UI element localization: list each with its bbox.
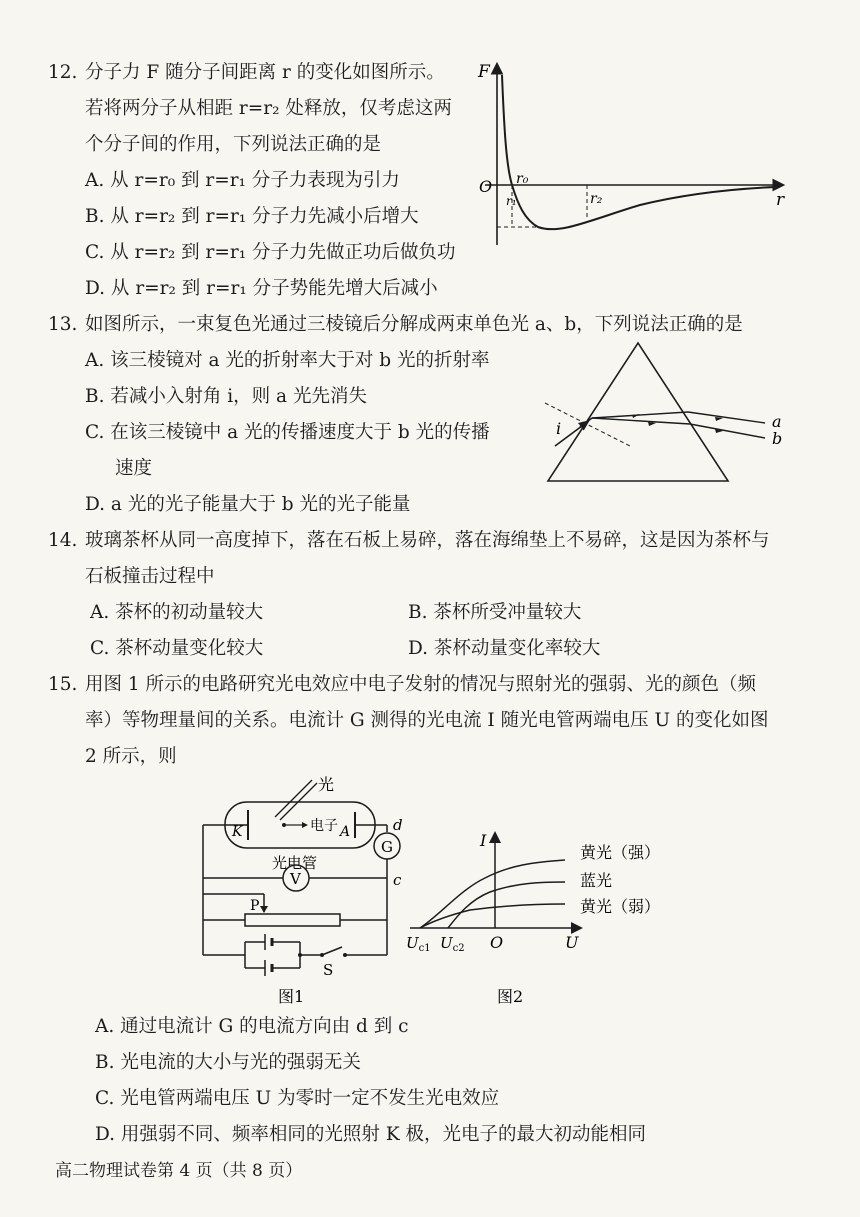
q14-option-c: C. 茶杯动量变化较大 [90,638,264,659]
arrow-a-out [715,417,723,421]
origin-label: O [479,177,493,196]
slider-arrow [260,906,268,913]
q15-option-d: D. 用强弱不同、频率相同的光照射 K 极，光电子的最大初动能相同 [95,1124,647,1145]
fig2-caption: 图2 [497,987,524,1006]
q12-option-b: B. 从 r=r₂ 到 r=r₁ 分子力先减小后增大 [85,206,419,227]
q13-number: 13. [48,314,78,335]
q12-number: 12. [48,62,78,83]
q14-stem-line1: 玻璃茶杯从同一高度掉下，落在石板上易碎，落在海绵垫上不易碎，这是因为茶杯与 [85,530,770,551]
q12-force-graph [470,55,800,255]
uc1-label: $U_{c1}$ [406,934,431,954]
q12-stem-line2: 若将两分子从相距 r=r₂ 处释放，仅考虑这两 [85,98,452,119]
r1-label: r₁ [506,194,517,208]
q14-option-b: B. 茶杯所受冲量较大 [408,602,582,623]
label-blue: 蓝光 [580,871,613,890]
q12-stem-line1: 分子力 F 随分子间距离 r 的变化如图所示。 [85,62,445,83]
label-yellow-weak: 黄光（弱） [580,897,661,916]
light-label: 光 [318,775,335,794]
ray-a-out [688,412,765,423]
curve-blue [448,882,565,928]
q15-number: 15. [48,674,78,695]
q14-stem-line2: 石板撞击过程中 [85,566,215,587]
q14-option-a: A. 茶杯的初动量较大 [90,602,264,623]
page-footer: 高二物理试卷第 4 页（共 8 页） [55,1161,303,1181]
v-label: V [290,870,301,888]
p-label: P [250,898,260,914]
q12-option-a: A. 从 r=r₀ 到 r=r₁ 分子力表现为引力 [85,170,400,191]
curve-yellow-weak [420,904,565,928]
q15-option-c: C. 光电管两端电压 U 为零时一定不发生光电效应 [95,1088,500,1109]
q12-option-c: C. 从 r=r₂ 到 r=r₁ 分子力先做正功后做负功 [85,242,456,263]
q13-option-b: B. 若减小入射角 i，则 a 光先消失 [85,386,367,407]
q13-option-d: D. a 光的光子能量大于 b 光的光子能量 [85,494,411,515]
q14-number: 14. [48,530,78,551]
a-label: A [340,824,351,840]
q14-option-d: D. 茶杯动量变化率较大 [408,638,601,659]
q15-iu-graph [400,820,700,1010]
electron-arrowhead [302,822,308,828]
q12-stem-line3: 个分子间的作用，下列说法正确的是 [85,134,382,155]
ray-a-label: a [772,412,782,431]
arrow-a [632,414,640,418]
light-beam-1 [275,780,312,817]
d-label: d [393,816,403,834]
rheostat [245,914,340,926]
i-axis-label: I [480,831,487,850]
q15-option-a: A. 通过电流计 G 的电流方向由 d 到 c [95,1016,409,1037]
tube-label: 光电管 [272,854,318,872]
q13-option-a: A. 该三棱镜对 a 光的折射率大于对 b 光的折射率 [85,350,490,371]
s-label: S [323,961,334,979]
q13-stem: 如图所示，一束复色光通过三棱镜后分解成两束单色光 a、b，下列说法正确的是 [85,314,743,335]
q15-stem-line1: 用图 1 所示的电路研究光电效应中电子发射的情况与照射光的强弱、光的颜色（频 [85,674,757,695]
electron-dot [282,823,286,827]
electron-label: 电子 [310,818,338,834]
fig1-caption: 图1 [278,987,305,1006]
origin-o-label: O [490,933,504,952]
force-curve [502,75,775,229]
g-label: G [381,838,393,856]
ray-a-inside [592,412,688,418]
prism [548,343,728,481]
q12-option-d: D. 从 r=r₂ 到 r=r₁ 分子势能先增大后减小 [85,278,438,299]
switch-blade [322,947,342,955]
angle-i-label: i [556,419,562,438]
q13-option-c-cont: 速度 [115,458,153,479]
q13-prism-figure [520,338,790,488]
ray-b-inside [592,418,690,424]
u-axis-label: U [565,933,579,952]
r-axis-label: r [776,190,785,210]
uc2-label: $U_{c2}$ [440,934,465,954]
q15-option-b: B. 光电流的大小与光的强弱无关 [95,1052,361,1073]
q15-stem-line2: 率）等物理量间的关系。电流计 G 测得的光电流 I 随光电管两端电压 U 的变化如图 [85,710,769,731]
arrow-b [648,422,656,426]
q15-stem-line3: 2 所示，则 [85,746,177,767]
ray-b-out [690,424,765,438]
q15-circuit-figure [190,770,405,1010]
label-yellow-strong: 黄光（强） [580,843,661,862]
q13-option-c: C. 在该三棱镜中 a 光的传播速度大于 b 光的传播 [85,422,490,443]
k-label: K [232,824,243,840]
r0-label: r₀ [516,171,529,187]
r2-label: r₂ [590,191,603,207]
c-label: c [393,871,402,889]
f-axis-label: F [478,62,490,82]
ray-b-label: b [772,429,783,448]
